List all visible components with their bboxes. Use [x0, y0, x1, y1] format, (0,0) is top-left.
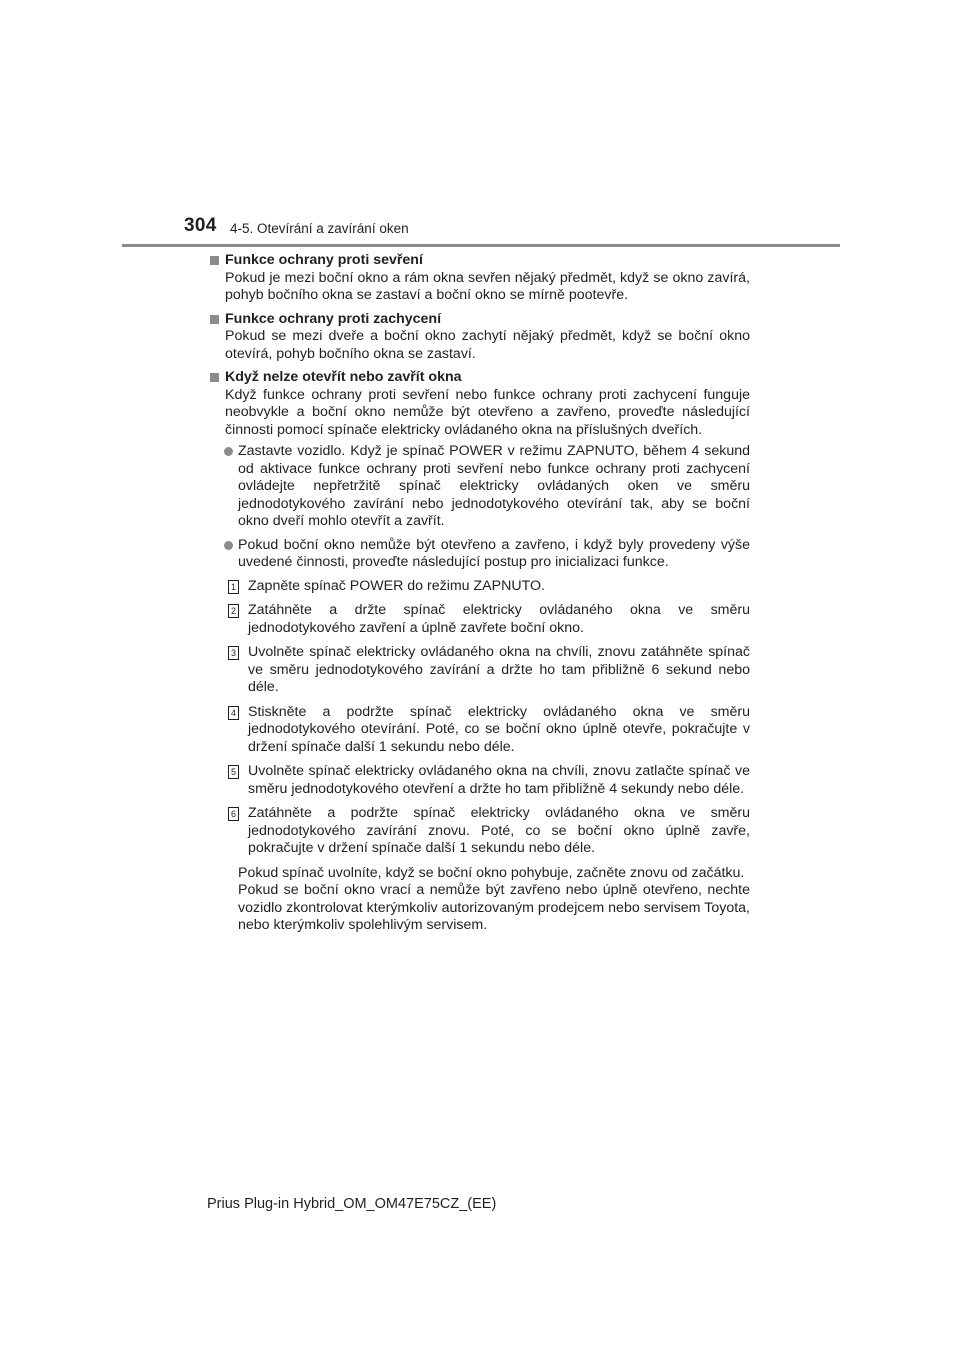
section-title: Když nelze otevřít nebo zavřít okna [225, 369, 462, 385]
step-text: Stiskněte a podržte spínač elektricky ovládaného okna ve směru jednodotykového otevírání. Poté, co se boční okno úplně otevře, pokračujte v držení spínače další 1 sekundu nebo déle. [248, 703, 750, 755]
square-bullet-icon [210, 315, 219, 324]
section-title: Funkce ochrany proti sevření [225, 252, 423, 268]
step-number-box: 6 [228, 807, 239, 821]
section-heading [210, 369, 750, 387]
closing-paragraph: Pokud spínač uvolníte, když se boční okno pohybuje, začněte znovu od začátku. [238, 864, 745, 881]
square-bullet-icon [210, 256, 219, 265]
step-number-box: 3 [228, 646, 239, 660]
square-bullet-icon [210, 373, 219, 382]
step-text: Uvolněte spínač elektricky ovládaného okna na chvíli, znovu zatlačte spínač ve směru jednodotykového otevření a držte ho tam přibližně 4 sekundy nebo déle. [248, 763, 750, 797]
section-heading [210, 252, 750, 270]
section-body: Pokud se mezi dveře a boční okno zachytí nějaký předmět, když se boční okno otevírá, pohyb bočního okna se zastaví. [225, 328, 750, 362]
step-text: Zatáhněte a podržte spínač elektricky ovládaného okna ve směru jednodotykového zavírání znovu. Poté, co se boční okno úplně zavře, pokračujte v držení spínače další 1 sekundu nebo déle. [248, 805, 750, 856]
step-item [210, 704, 750, 757]
step-item [210, 602, 750, 637]
footer-document-id: Prius Plug-in Hybrid_OM_OM47E75CZ_(EE) [207, 1196, 497, 1212]
section-body: Pokud je mezi boční okno a rám okna sevřen nějaký předmět, když se okno zavírá, pohyb bočního okna se zastaví a boční okno se mírně pootevře. [225, 269, 750, 303]
step-number-box: 2 [228, 604, 239, 618]
bullet-list [210, 443, 750, 572]
round-bullet-icon [224, 541, 233, 550]
section-title: Funkce ochrany proti zachycení [225, 310, 442, 327]
step-text: Zatáhněte a držte spínač elektricky ovládaného okna ve směru jednodotykového zavření a úplně zavřete boční okno. [248, 602, 750, 636]
step-list [210, 578, 750, 858]
step-number-box: 4 [228, 706, 239, 720]
closing-note [210, 865, 750, 935]
list-item [210, 537, 750, 572]
round-bullet-icon [224, 447, 233, 456]
step-number-box: 5 [228, 765, 239, 779]
step-text: Uvolněte spínač elektricky ovládaného okna na chvíli, znovu zatáhněte spínač ve směru jednodotykového zavírání a držte ho tam přibližně 6 sekund nebo déle. [248, 644, 750, 695]
section-pinch-protection [210, 252, 750, 305]
bullet-text: Zastavte vozidlo. Když je spínač POWER v režimu ZAPNUTO, během 4 sekund od aktivace funkce ochrany proti sevření nebo funkce ochrany proti zachycení ovládejte nepřetržitě spínač elektricky ovládaných oken ve směru jednodotykového zavírání nebo jednodotykového otevírání tak, aby se boční okno dveří mohlo otevřít a zavřít. [238, 443, 750, 529]
step-item [210, 763, 750, 798]
section-heading [210, 311, 750, 329]
step-item [210, 578, 750, 596]
closing-paragraph: Pokud se boční okno vrací a nemůže být zavřeno nebo úplně otevřeno, nechte vozidlo zkontrolovat kterýmkoliv autorizovaným prodejcem nebo servisem Toyota, nebo kterýmkoliv spolehlivým servisem. [238, 882, 750, 933]
header-divider [122, 244, 840, 247]
bullet-text: Pokud boční okno nemůže být otevřeno a zavřeno, i když byly provedeny výše uvedené činnosti, proveďte následující postup pro inicializaci funkce. [238, 536, 750, 570]
section-header-title: 4-5. Otevírání a zavírání oken [230, 221, 409, 236]
step-item [210, 644, 750, 697]
list-item [210, 443, 750, 531]
step-number-box: 1 [228, 580, 239, 594]
main-content [210, 252, 750, 941]
section-body: Když funkce ochrany proti sevření nebo funkce ochrany proti zachycení funguje neobvykle a boční okno nemůže být otevřeno a zavřeno, proveďte následující činnosti pomocí spínače elektricky ovládaného okna na příslušných dveřích. [225, 386, 750, 438]
step-item [210, 805, 750, 858]
step-text: Zapněte spínač POWER do režimu ZAPNUTO. [248, 577, 545, 594]
page-number: 304 [184, 215, 217, 236]
section-catch-protection [210, 311, 750, 364]
section-cannot-open-close [210, 369, 750, 935]
